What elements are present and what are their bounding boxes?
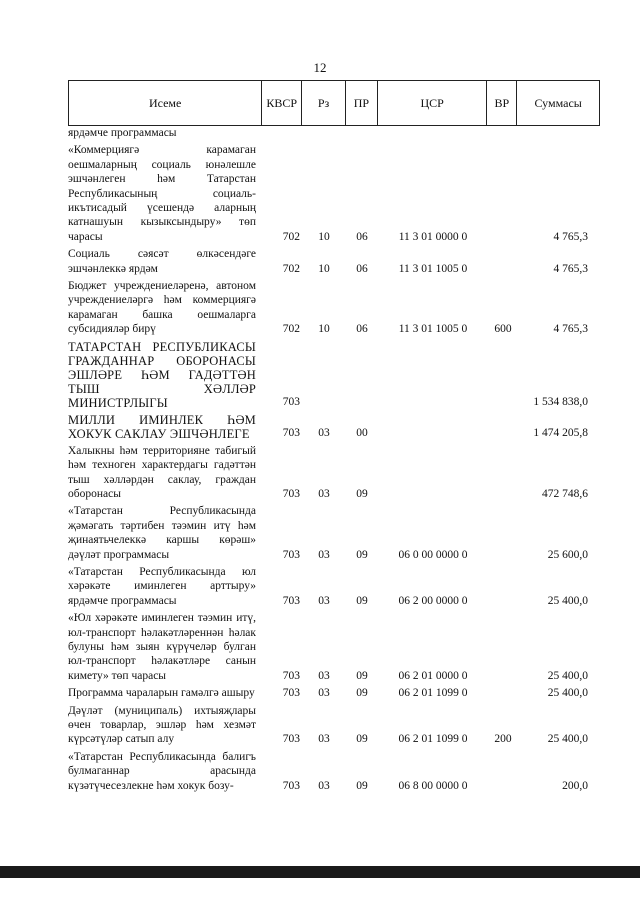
table-row [68,126,600,140]
row-sum: 25 400,0 [547,733,588,746]
row-rz: 03 [318,669,330,682]
row-rz: 03 [318,687,330,700]
header-kvsr: КВСР [262,81,302,125]
row-pr: 09 [356,548,368,561]
row-csr: 11 3 01 1005 0 [398,262,468,275]
row-sum: 25 600,0 [547,548,588,561]
table-row [68,704,600,747]
table-row [68,247,600,276]
row-rz: 03 [318,594,330,607]
row-name: «Татарстан Республикасында җәмәгать тәртибен тәэмин итү һәм җинаятьчелеккә каршы көрәш» дәүләт программасы [68,505,256,561]
row-csr: 06 8 00 0000 0 [398,779,468,792]
row-kvsr: 703 [282,687,300,700]
row-name: МИЛЛИ ИМИНЛЕК ҺӘМ ХОКУК САКЛАУ ЭШЧӘНЛЕГЕ [68,412,256,441]
row-name: «Татарстан Республикасында балигъ булмаганнар арасында күзәтүчесезлекне һәм хокук бозу- [68,750,256,792]
row-name: ТАТАРСТАН РЕСПУБЛИКАСЫ ГРАЖДАННАР ОБОРОНАСЫ ЭШЛӘРЕ ҺӘМ ГАДӘТТӘН ТЫШ ХӘЛЛӘР МИНИСТРЛЫГЫ [68,339,256,410]
table-row [68,444,600,502]
header-vr: ВР [487,81,517,125]
row-pr: 06 [356,230,368,243]
row-name: ярдәмче программасы [68,127,177,139]
row-pr: 09 [356,487,368,500]
row-csr: 06 0 00 0000 0 [398,548,468,561]
row-sum: 4 765,3 [553,230,588,243]
row-kvsr: 703 [282,733,300,746]
row-sum: 25 400,0 [547,687,588,700]
row-sum: 4 765,3 [553,323,588,336]
row-csr: 06 2 01 0000 0 [398,669,468,682]
row-name: Бюджет учреждениеләренә, автоном учреждениеләргә һәм коммерциягә карамаган башка оешмаларга субсидияләр бирү [68,280,256,336]
row-rz: 03 [318,548,330,561]
row-kvsr: 703 [282,427,300,440]
row-kvsr: 703 [282,396,300,409]
row-pr: 00 [356,427,368,440]
row-kvsr: 703 [282,548,300,561]
row-sum: 1 534 838,0 [533,396,588,409]
row-rz: 10 [318,323,330,336]
row-sum: 25 400,0 [547,594,588,607]
row-csr: 06 2 01 1099 0 [398,687,468,700]
row-name: Программа чараларын гамәлгә ашыру [68,687,255,700]
row-pr: 06 [356,323,368,336]
table-row [68,340,600,410]
row-rz: 10 [318,262,330,275]
row-name: Халыкны һәм территорияне табигый һәм техноген характердагы гадәттән тыш хәлләрдән саклау, граждан оборонасы [68,444,256,500]
row-csr: 11 3 01 1005 0 [398,323,468,336]
row-rz: 03 [318,779,330,792]
row-sum: 1 474 205,8 [533,427,588,440]
row-kvsr: 702 [282,323,300,336]
row-sum: 200,0 [562,779,588,792]
row-rz: 03 [318,733,330,746]
row-rz: 03 [318,487,330,500]
table-header [68,80,600,126]
header-sum: Суммасы [534,95,582,110]
row-rz: 10 [318,230,330,243]
table-row [68,413,600,441]
header-csr: ЦСР [378,81,488,125]
row-name: «Татарстан Республикасында юл хәрәкәте иминлеген арттыру» ярдәмче программасы [68,565,256,607]
row-pr: 09 [356,594,368,607]
scan-edge [0,866,640,878]
row-kvsr: 703 [282,594,300,607]
row-pr: 09 [356,687,368,700]
row-name: Дәүләт (муниципаль) ихтыяҗлары өчен товарлар, эшләр һәм хезмәт күрсәтүләр сатып алу [68,704,256,746]
row-csr: 11 3 01 0000 0 [398,230,468,243]
row-sum: 4 765,3 [553,262,588,275]
table-row [68,565,600,608]
row-sum: 25 400,0 [547,669,588,682]
table-row [68,750,600,793]
row-kvsr: 703 [282,779,300,792]
page-number: 12 [313,60,327,75]
row-pr: 09 [356,779,368,792]
row-vr: 200 [494,733,512,746]
table-row [68,686,600,700]
table-row [68,279,600,337]
row-kvsr: 703 [282,669,300,682]
row-kvsr: 702 [282,230,300,243]
row-name: Социаль сәясәт өлкәсендәге эшчәнлеккә ярдәм [68,248,256,275]
row-rz: 03 [318,427,330,440]
row-name: «Юл хәрәкәте иминлеген тәэмин итү, юл-транспорт һәлакәтләреннән һәлак булуны һәм зыян күрүчеләр булган юл-транспорт һәлакәтләре санын кимету» төп чарасы [68,612,256,682]
row-pr: 09 [356,669,368,682]
row-kvsr: 703 [282,487,300,500]
table-row [68,504,600,562]
row-csr: 06 2 01 1099 0 [398,733,468,746]
header-name: Исеме [69,81,262,125]
table-row [68,611,600,683]
row-sum: 472 748,6 [542,487,588,500]
row-vr: 600 [494,323,512,336]
row-csr: 06 2 00 0000 0 [398,594,468,607]
header-pr: ПР [346,81,378,125]
table-row [68,143,600,244]
row-name: «Коммерциягә карамаган оешмаларның социаль юнәлешле эшчәнлеген һәм Татарстан Республикасының социаль-икътисадый үсешендә аларның катнашуын кызыксындыру» төп чарасы [68,144,256,243]
row-pr: 09 [356,733,368,746]
header-rz: Рз [302,81,346,125]
row-pr: 06 [356,262,368,275]
row-kvsr: 702 [282,262,300,275]
table-body [68,126,600,796]
